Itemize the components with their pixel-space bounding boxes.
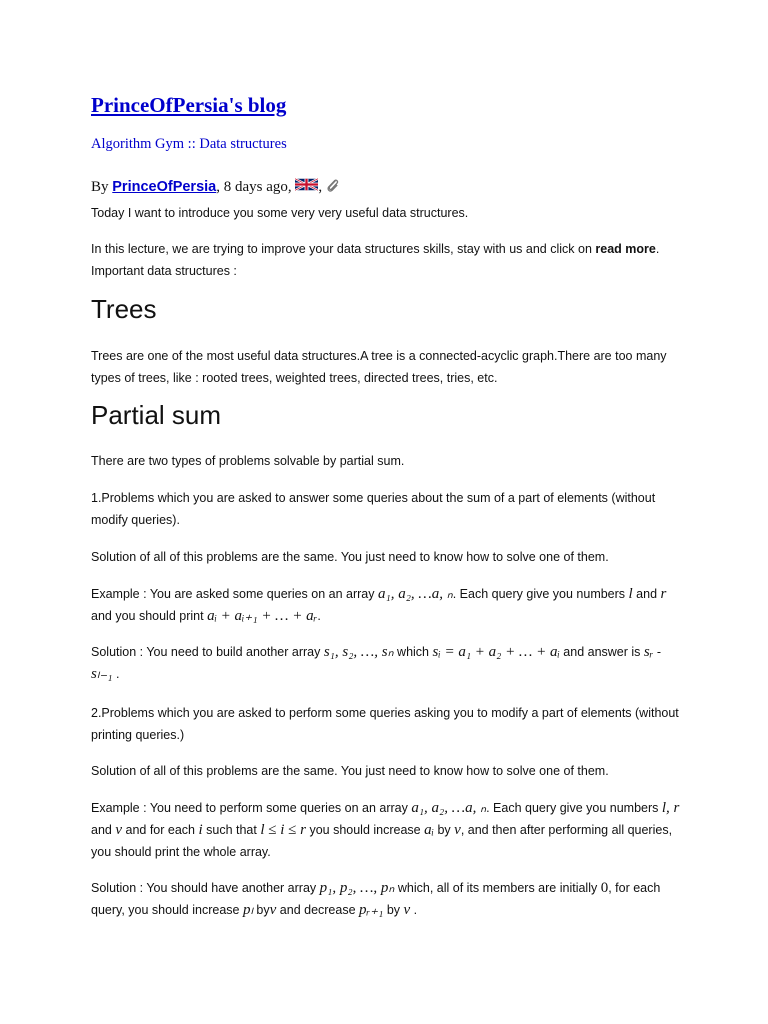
- partial-intro-paragraph: There are two types of problems solvable by partial sum.: [91, 454, 405, 468]
- solution-same-paragraph-1: Solution of all of this problems are the same. You just need to know how to solve one of them.: [91, 550, 609, 564]
- math-array-a: a₁, a₂, …a, ₙ: [377, 586, 453, 602]
- trees-heading: Trees: [91, 294, 157, 324]
- partial-sum-heading: Partial sum: [91, 400, 222, 430]
- math-a-i: aᵢ: [424, 822, 434, 838]
- math-array-a-2: a₁, a₂, …a, ₙ: [411, 800, 487, 816]
- math-zero: 0: [600, 880, 609, 896]
- math-i: i: [198, 822, 203, 838]
- problem-type-2-paragraph: 2.Problems which you are asked to perform some queries asking you to modify a part of elements (without printing queries.): [91, 706, 679, 742]
- author-link[interactable]: PrinceOfPersia: [112, 179, 217, 195]
- example-2-paragraph: Example : You need to perform some queries on an array a₁, a₂, …a, ₙ. Each query give you numbers l, r and v and for each i such that l ≤ i ≤ r you should increase aᵢ by v, and then after performing all queries, you should print the whole array.: [91, 800, 680, 859]
- post-time: , 8 days ago,: [216, 179, 296, 195]
- problem-type-1-paragraph: 1.Problems which you are asked to answer some queries about the sum of a part of elements (without modify queries).: [91, 491, 656, 527]
- uk-flag-icon: [295, 177, 318, 192]
- math-s-l-minus-1: sₗ₋₁: [91, 666, 113, 682]
- intro-paragraph: Today I want to introduce you some very very useful data structures.: [91, 206, 469, 220]
- by-label: By: [91, 179, 113, 195]
- paperclip-icon[interactable]: [326, 177, 340, 194]
- solution-same-paragraph-2: Solution of all of this problems are the same. You just need to know how to solve one of them.: [91, 764, 609, 778]
- example-1-paragraph: Example : You are asked some queries on an array a₁, a₂, …a, ₙ. Each query give you numbers l and r and you should print aᵢ + aᵢ₊₁ + … + aᵣ.: [91, 586, 667, 624]
- math-condition: l ≤ i ≤ r: [260, 822, 306, 838]
- math-p-l: pₗ: [242, 902, 253, 918]
- math-l-r: l, r: [661, 800, 680, 816]
- byline: [91, 177, 340, 201]
- trees-paragraph: Trees are one of the most useful data structures.A tree is a connected-acyclic graph.There are too many types of trees, like : rooted trees, weighted trees, directed trees, tries, etc.: [91, 349, 667, 385]
- math-array-s: s₁, s₂, …, sₙ: [323, 644, 394, 660]
- math-range-sum: aᵢ + aᵢ₊₁ + … + aᵣ: [207, 608, 318, 624]
- math-array-p: p₁, p₂, …, pₙ: [319, 880, 395, 896]
- math-p-r-plus-1: pᵣ₊₁: [359, 902, 384, 918]
- math-v-4: v: [403, 902, 411, 918]
- math-v: v: [115, 822, 123, 838]
- math-prefix-def: sᵢ = a₁ + a₂ + … + aᵢ: [432, 644, 560, 660]
- solution-1-paragraph: Solution : You need to build another array s₁, s₂, …, sₙ which sᵢ = a₁ + a₂ + … + aᵢ and answer is sᵣ - sₗ₋₁ .: [91, 644, 662, 682]
- math-v-2: v: [454, 822, 461, 838]
- math-v-3: v: [269, 902, 277, 918]
- math-r: r: [660, 586, 667, 602]
- blog-title-link[interactable]: PrinceOfPersia's blog: [91, 93, 287, 117]
- read-more-link[interactable]: read more: [595, 242, 656, 256]
- solution-2-paragraph: Solution : You should have another array p₁, p₂, …, pₙ which, all of its members are initially 0, for each query, you should increase pₗ byv and decrease pᵣ₊₁ by v .: [91, 880, 661, 918]
- math-s-r: sᵣ: [643, 644, 654, 660]
- category-link[interactable]: Algorithm Gym :: Data structures: [91, 136, 287, 152]
- lecture-paragraph: In this lecture, we are trying to improve your data structures skills, stay with us and click on read more. Important data structures :: [91, 242, 660, 278]
- math-l: l: [628, 586, 633, 602]
- byline-separator: ,: [318, 179, 323, 195]
